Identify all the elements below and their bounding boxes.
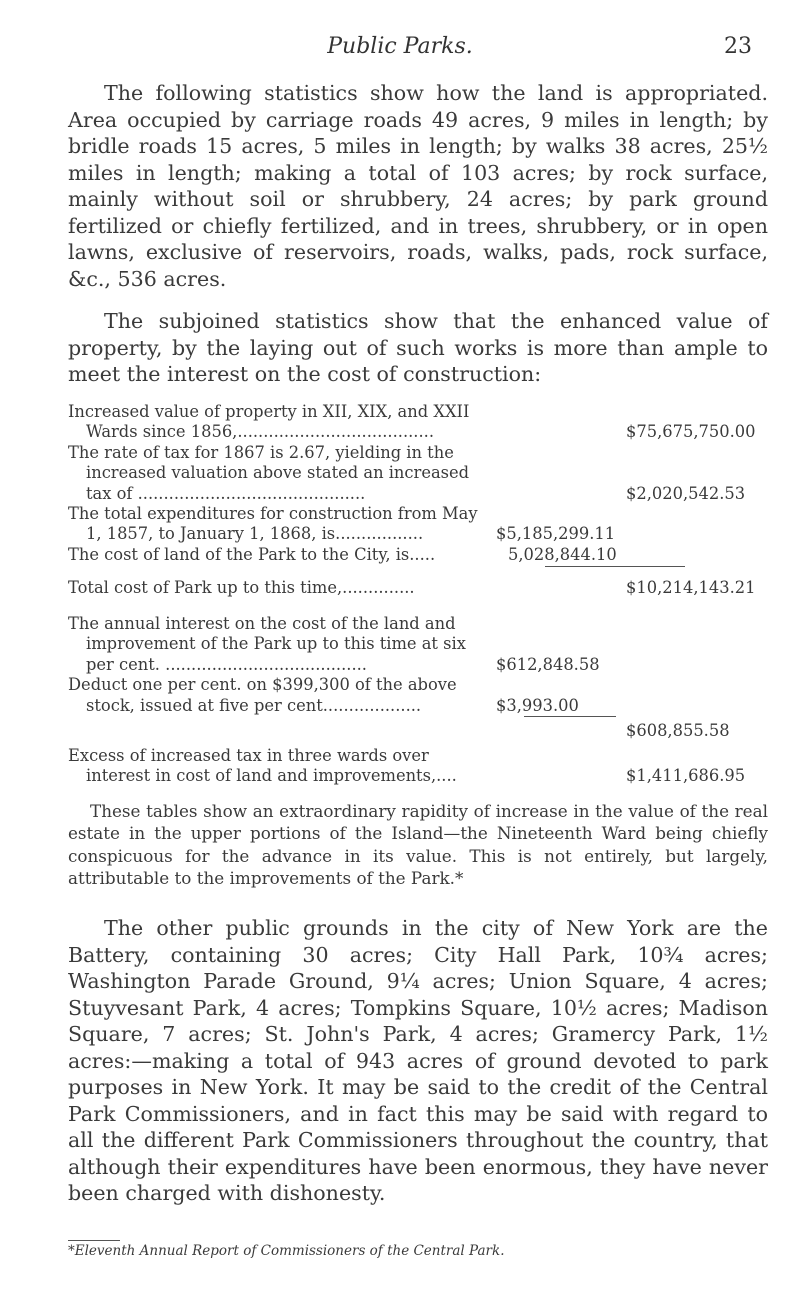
table-label: interest in cost of land and improvements,.... [86, 766, 457, 786]
paragraph-other-grounds-text: The other public grounds in the city of New York are the Battery, containing 30 acres; City Hall Park, 10¾ acres; Washington Parade Ground, 9¼ acres; Union Square, 4 acres; Stuyvesant Park, 4 acres; Tompkins Square, 10½ acres; Madison Square, 7 acres; St. John's Park, 4 acres; Gramercy Park, 1½ acres:—making a total of 943 acres of ground devoted to park purposes in New York. It may be said to the credit of the Central Park Commissioners, and in fact this may be said with regard to all the different Park Commissioners throughout the country, that although their expenditures have been enormous, they have never been charged with dishonesty. [68, 916, 768, 1205]
paragraph-land-appropriation [68, 80, 768, 292]
excess-block [68, 746, 768, 787]
table-amount: $3,993.00 [496, 695, 579, 715]
net-interest-block [68, 721, 768, 741]
statistics-table [68, 402, 768, 565]
table-label: The rate of tax for 1867 is 2.67, yielding in the [68, 442, 454, 462]
table-row [68, 578, 768, 598]
table-label: tax of ............................................ [86, 483, 366, 503]
table-row [68, 655, 768, 675]
subtotal-rule [545, 566, 685, 567]
table-label: The total expenditures for construction from May [68, 503, 478, 523]
footnote-rule [68, 1240, 120, 1241]
paragraph-tables-note-text: These tables show an extraordinary rapidity of increase in the value of the real estate in the upper portions of the Island—the Nineteenth Ward being chiefly conspicuous for the advance in its value. This is not entirely, but largely, attributable to the improvements of the Park.* [68, 801, 768, 888]
table-row [68, 422, 768, 442]
table-row [68, 545, 768, 565]
table-label: per cent. ....................................... [86, 654, 367, 674]
table-row [68, 721, 768, 741]
page-number: 23 [724, 34, 752, 59]
table-amount: $10,214,143.21 [626, 578, 756, 597]
table-label: 1, 1857, to January 1, 1868, is................. [86, 524, 424, 544]
page-header [0, 34, 800, 64]
table-row [68, 675, 768, 695]
table-label: stock, issued at five per cent................... [86, 695, 422, 715]
table-label: Total cost of Park up to this time,.............. [68, 578, 415, 597]
table-amount: $612,848.58 [496, 654, 600, 674]
paragraph-statistics-intro-text: The subjoined statistics show that the enhanced value of property, by the laying out of such works is more than ample to meet the interest on the cost of construction: [68, 309, 768, 386]
total-cost-block [68, 578, 768, 598]
paragraph-other-grounds [68, 915, 768, 1207]
table-amount: $75,675,750.00 [626, 422, 756, 442]
table-label: The annual interest on the cost of the land and [68, 614, 456, 633]
table-row [68, 614, 768, 634]
paragraph-land-appropriation-text: The following statistics show how the land is appropriated. Area occupied by carriage roads 49 acres, 9 miles in length; by bridle roads 15 acres, 5 miles in length; by walks 38 acres, 25½ miles in length; making a total of 103 acres; by rock surface, mainly without soil or shrubbery, 24 acres; by park ground fertilized or chiefly fertilized, and in trees, shrubbery, or in open lawns, exclusive of reservoirs, roads, walks, pads, rock surface, &c., 536 acres. [68, 81, 768, 291]
footnote: *Eleventh Annual Report of Commissioners of the Central Park. [68, 1243, 505, 1259]
table-label: improvement of the Park up to this time at six [86, 634, 466, 654]
table-label: The cost of land of the Park to the City, is..... [68, 544, 436, 564]
interest-block [68, 614, 768, 716]
table-label: Wards since 1856,...................................... [86, 422, 435, 442]
table-label: Increased value of property in XII, XIX, and XXII [68, 402, 470, 421]
table-amount: $2,020,542.53 [626, 483, 746, 503]
table-row [68, 696, 768, 716]
table-row [68, 402, 768, 422]
table-row [68, 766, 768, 786]
table-row [68, 746, 768, 766]
table-row [68, 484, 768, 504]
table-row [68, 634, 768, 654]
table-amount: 5,028,844.10 [508, 544, 617, 564]
table-label: Deduct one per cent. on $399,300 of the above [68, 675, 457, 695]
paragraph-statistics-intro [68, 308, 768, 388]
table-row [68, 524, 768, 544]
table-amount: $1,411,686.95 [626, 766, 746, 786]
table-row [68, 443, 768, 463]
table-row [68, 504, 768, 524]
deduction-rule [524, 716, 616, 717]
table-label: Excess of increased tax in three wards over [68, 746, 429, 765]
table-amount: $608,855.58 [626, 721, 730, 740]
table-label: increased valuation above stated an increased [86, 463, 470, 483]
table-amount: $5,185,299.11 [496, 524, 616, 544]
paragraph-tables-note [68, 800, 768, 889]
running-title: Public Parks. [327, 34, 473, 59]
table-row [68, 463, 768, 483]
